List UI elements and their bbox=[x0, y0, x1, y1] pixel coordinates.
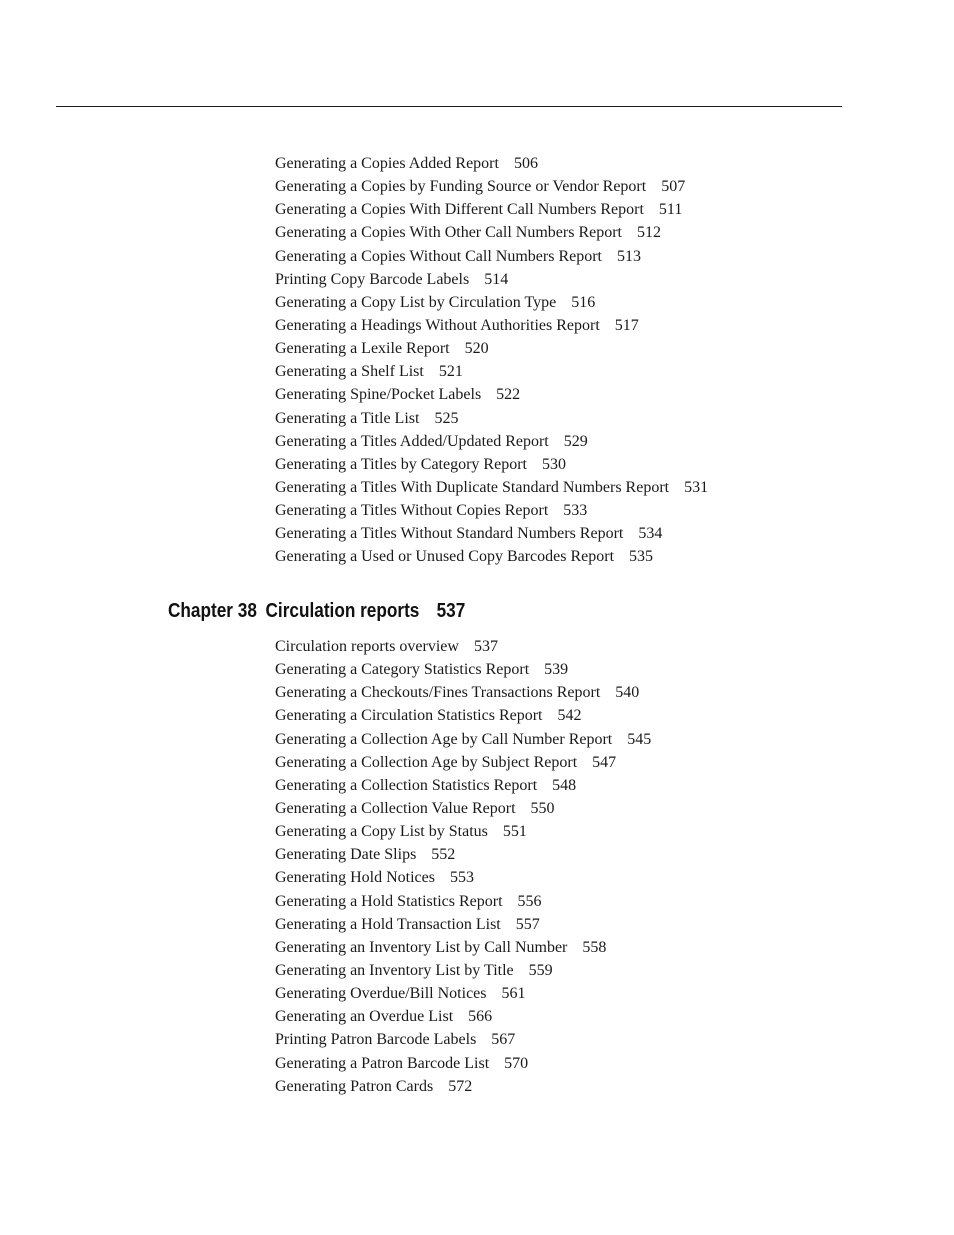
toc-entry-page-number: 522 bbox=[496, 386, 521, 404]
chapter-heading[interactable] bbox=[168, 597, 465, 625]
toc-entry[interactable] bbox=[275, 175, 708, 198]
toc-entry[interactable] bbox=[275, 383, 708, 406]
toc-entry-title: Generating a Category Statistics Report bbox=[275, 661, 530, 679]
toc-entry-page-number: 559 bbox=[528, 961, 553, 979]
toc-entry[interactable] bbox=[275, 430, 708, 453]
toc-entry-page-number: 561 bbox=[501, 985, 526, 1003]
toc-entry-page-number: 545 bbox=[627, 730, 652, 748]
toc-entry-title: Generating Hold Notices bbox=[275, 869, 435, 887]
toc-entry[interactable] bbox=[275, 751, 651, 774]
toc-entry[interactable] bbox=[275, 658, 651, 681]
toc-entry[interactable] bbox=[275, 635, 651, 658]
toc-entry-page-number: 537 bbox=[473, 638, 498, 655]
toc-entry[interactable] bbox=[275, 360, 708, 383]
toc-entry-title: Generating a Checkouts/Fines Transactions Report bbox=[275, 684, 601, 702]
toc-entry-page-number: 525 bbox=[434, 409, 459, 427]
toc-entry-page-number: 552 bbox=[431, 846, 456, 864]
toc-entry[interactable] bbox=[275, 407, 708, 430]
toc-entry-page-number: 516 bbox=[571, 293, 596, 311]
toc-entry[interactable] bbox=[275, 936, 651, 959]
toc-entry[interactable] bbox=[275, 221, 708, 244]
toc-entry-page-number: 572 bbox=[448, 1077, 473, 1095]
toc-entry[interactable] bbox=[275, 704, 651, 727]
toc-entry-title: Generating a Collection Statistics Report bbox=[275, 776, 538, 794]
toc-entry[interactable] bbox=[275, 843, 651, 866]
toc-entry-page-number: 535 bbox=[629, 548, 654, 566]
toc-entry-title: Generating a Shelf List bbox=[275, 363, 424, 381]
toc-entry-page-number: 534 bbox=[638, 525, 663, 543]
toc-entry-title: Generating a Copy List by Status bbox=[275, 823, 488, 841]
toc-entry-page-number: 548 bbox=[552, 776, 577, 794]
toc-entry[interactable] bbox=[275, 522, 708, 545]
toc-entry-page-number: 513 bbox=[617, 247, 641, 265]
toc-entry[interactable] bbox=[275, 681, 651, 704]
toc-entry-page-number: 507 bbox=[661, 178, 686, 196]
toc-entry[interactable] bbox=[275, 820, 651, 843]
toc-entry-page-number: 540 bbox=[615, 684, 640, 702]
toc-entry[interactable] bbox=[275, 152, 708, 175]
toc-entry-page-number: 557 bbox=[515, 915, 540, 933]
toc-entry[interactable] bbox=[275, 268, 708, 291]
toc-entry-title: Generating an Inventory List by Call Number bbox=[275, 938, 568, 956]
toc-entry[interactable] bbox=[275, 245, 708, 268]
toc-entry-title: Generating a Collection Age by Subject Report bbox=[275, 753, 578, 771]
toc-entry-title: Printing Patron Barcode Labels bbox=[275, 1031, 477, 1049]
toc-entry-title: Generating a Patron Barcode List bbox=[275, 1054, 490, 1072]
toc-entry-page-number: 517 bbox=[614, 316, 639, 334]
toc-entry-title: Generating a Collection Age by Call Number Report bbox=[275, 730, 613, 748]
toc-entry[interactable] bbox=[275, 545, 708, 568]
toc-entries-previous-chapter bbox=[275, 152, 708, 569]
toc-entry-page-number: 529 bbox=[563, 432, 588, 450]
chapter-title: Circulation reports bbox=[265, 600, 420, 622]
toc-entry-title: Generating a Collection Value Report bbox=[275, 799, 516, 817]
toc-entry[interactable] bbox=[275, 453, 708, 476]
toc-entry-title: Generating Overdue/Bill Notices bbox=[275, 985, 487, 1003]
toc-entry-title: Generating a Copies With Different Call Numbers Report bbox=[275, 201, 644, 219]
toc-entry-title: Generating a Titles Without Standard Numbers Report bbox=[275, 525, 624, 543]
toc-entry[interactable] bbox=[275, 797, 651, 820]
toc-entry-title: Generating a Title List bbox=[275, 409, 420, 427]
toc-entry-page-number: 547 bbox=[592, 753, 617, 771]
toc-entry[interactable] bbox=[275, 337, 708, 360]
toc-entry-title: Generating a Circulation Statistics Report bbox=[275, 707, 543, 725]
toc-entry-title: Generating a Titles Without Copies Report bbox=[275, 502, 549, 520]
toc-entry[interactable] bbox=[275, 1028, 651, 1051]
toc-entry-page-number: 533 bbox=[563, 502, 588, 520]
toc-entry[interactable] bbox=[275, 314, 708, 337]
toc-entry[interactable] bbox=[275, 198, 708, 221]
toc-entry-title: Generating a Hold Statistics Report bbox=[275, 892, 503, 910]
toc-entry-title: Printing Copy Barcode Labels bbox=[275, 270, 470, 288]
toc-entry[interactable] bbox=[275, 1075, 651, 1098]
toc-entry-page-number: 553 bbox=[449, 869, 474, 887]
toc-entry[interactable] bbox=[275, 982, 651, 1005]
toc-entry[interactable] bbox=[275, 959, 651, 982]
toc-entry-title: Generating Spine/Pocket Labels bbox=[275, 386, 482, 404]
toc-entry-page-number: 539 bbox=[544, 661, 569, 679]
toc-entry[interactable] bbox=[275, 774, 651, 797]
toc-entry[interactable] bbox=[275, 890, 651, 913]
toc-entry-page-number: 570 bbox=[504, 1054, 529, 1072]
toc-entry-page-number: 551 bbox=[502, 823, 527, 841]
toc-entry-page-number: 512 bbox=[636, 224, 661, 242]
toc-entry-page-number: 566 bbox=[468, 1008, 493, 1026]
toc-entry-page-number: 520 bbox=[464, 340, 489, 358]
toc-entry-title: Generating a Titles Added/Updated Report bbox=[275, 432, 549, 450]
toc-entry-page-number: 514 bbox=[484, 270, 509, 288]
toc-entry-page-number: 511 bbox=[658, 201, 683, 219]
toc-entry-title: Generating Patron Cards bbox=[275, 1077, 434, 1095]
toc-entry-page-number: 556 bbox=[517, 892, 542, 910]
toc-entry-page-number: 542 bbox=[557, 707, 582, 725]
toc-entry-page-number: 558 bbox=[582, 938, 607, 956]
toc-entry[interactable] bbox=[275, 291, 708, 314]
toc-entry-title: Generating a Titles by Category Report bbox=[275, 455, 527, 473]
toc-entry[interactable] bbox=[275, 1005, 651, 1028]
toc-entry-page-number: 521 bbox=[438, 363, 463, 381]
toc-entry-page-number: 531 bbox=[684, 478, 709, 496]
toc-entry-page-number: 567 bbox=[491, 1031, 516, 1049]
toc-entry-page-number: 550 bbox=[530, 799, 555, 817]
toc-entry[interactable] bbox=[275, 866, 651, 889]
toc-entry-title: Generating a Titles With Duplicate Standard Numbers Report bbox=[275, 478, 670, 496]
toc-entry-title: Generating an Overdue List bbox=[275, 1008, 454, 1026]
toc-entry-title: Generating a Copies Without Call Numbers Report bbox=[275, 247, 602, 265]
toc-entry-title: Generating an Inventory List by Title bbox=[275, 961, 514, 979]
toc-entries-chapter-38 bbox=[275, 635, 651, 1098]
toc-entry-title: Generating a Lexile Report bbox=[275, 340, 450, 358]
toc-entry[interactable] bbox=[275, 1052, 651, 1075]
toc-entry-page-number: 530 bbox=[541, 455, 566, 473]
toc-entry[interactable] bbox=[275, 499, 708, 522]
toc-entry-title: Circulation reports overview bbox=[275, 638, 459, 655]
toc-entry[interactable] bbox=[275, 476, 708, 499]
chapter-page-number: 537 bbox=[436, 600, 466, 622]
toc-entry-title: Generating a Used or Unused Copy Barcodes Report bbox=[275, 548, 615, 566]
toc-entry-page-number: 506 bbox=[513, 155, 538, 172]
toc-entry[interactable] bbox=[275, 913, 651, 936]
chapter-label: Chapter 38 bbox=[168, 600, 257, 622]
header-rule bbox=[56, 106, 842, 107]
toc-entry-title: Generating a Copies by Funding Source or Vendor Report bbox=[275, 178, 647, 196]
toc-entry-title: Generating Date Slips bbox=[275, 846, 417, 864]
toc-entry-title: Generating a Copy List by Circulation Type bbox=[275, 293, 557, 311]
toc-entry-title: Generating a Hold Transaction List bbox=[275, 915, 501, 933]
toc-entry-title: Generating a Copies Added Report bbox=[275, 155, 499, 172]
toc-entry-title: Generating a Headings Without Authorities Report bbox=[275, 316, 600, 334]
toc-entry-title: Generating a Copies With Other Call Numbers Report bbox=[275, 224, 622, 242]
toc-entry[interactable] bbox=[275, 728, 651, 751]
